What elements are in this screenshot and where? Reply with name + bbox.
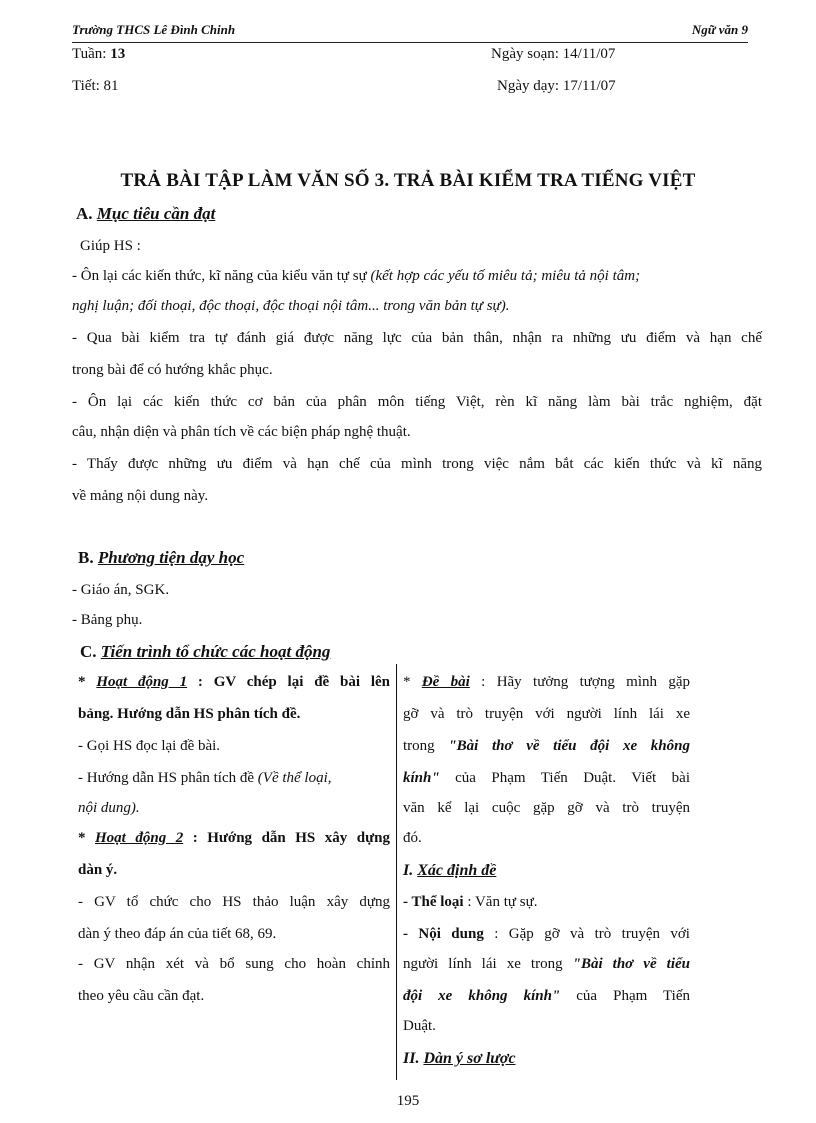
objective-4-line-1: - Thấy được những ưu điểm và hạn chế của mình trong việc nắm bắt các kiến thức và kĩ năng bbox=[72, 456, 762, 472]
period-info bbox=[72, 78, 119, 95]
activity-1-rest: : GV chép lại đề bài lên bbox=[187, 674, 390, 690]
prep-date-info bbox=[491, 46, 615, 63]
subject-name: Ngữ văn 9 bbox=[691, 22, 748, 37]
activity-1-line-1 bbox=[78, 674, 390, 691]
section-b-prefix: B. bbox=[78, 548, 98, 567]
activity-2-item-2-line-1: - GV nhận xét và bổ sung cho hoàn chỉnh bbox=[78, 956, 390, 972]
subsection-1-heading bbox=[403, 862, 496, 880]
objective-1-normal: - Ôn lại các kiến thức, kĩ năng của kiểu văn tự sự bbox=[72, 268, 371, 284]
prompt-line-3 bbox=[403, 738, 690, 755]
genre-line bbox=[403, 894, 537, 911]
content-line-3-rest: của Phạm Tiến bbox=[560, 988, 690, 1004]
poem-title-part-2: kính" bbox=[403, 770, 440, 786]
prompt-line-5: văn kể lại cuộc gặp gỡ và trò truyện bbox=[403, 800, 690, 816]
genre-value: : Văn tự sự. bbox=[463, 894, 538, 910]
activity-2-rest: : Hướng dẫn HS xây dựng bbox=[183, 830, 390, 846]
prep-value: 14/11/07 bbox=[562, 46, 616, 62]
page-title: TRẢ BÀI TẬP LÀM VĂN SỐ 3. TRẢ BÀI KIỂM TRA TIẾNG VIỆT bbox=[120, 170, 696, 191]
content-label: - Nội dung bbox=[403, 926, 484, 942]
teach-label: Ngày dạy: bbox=[497, 78, 563, 94]
section-a-title: Mục tiêu cần đạt bbox=[96, 204, 216, 223]
page-number: 195 bbox=[396, 1093, 420, 1109]
activity-2-name: Hoạt động 2 bbox=[95, 830, 184, 846]
resource-item: - Bảng phụ. bbox=[72, 612, 143, 628]
content-value: : Gặp gỡ và trò truyện với bbox=[483, 926, 690, 942]
activity-2-item-2-line-2: theo yêu cầu cần đạt. bbox=[78, 988, 205, 1004]
section-c-heading bbox=[80, 642, 330, 662]
activity-1-item-2 bbox=[78, 770, 332, 787]
activity-1-item-2-line-2: nội dung). bbox=[78, 800, 140, 816]
section-a-prefix: A. bbox=[76, 204, 97, 223]
teach-date-info bbox=[497, 78, 616, 95]
activity-2-line-1 bbox=[78, 830, 390, 847]
prompt-rest: : Hãy tưởng tượng mình gặp bbox=[469, 674, 690, 690]
objective-3-line-2: câu, nhận diện và phân tích về các biện pháp nghệ thuật. bbox=[72, 424, 411, 440]
activity-1-star: * bbox=[78, 674, 97, 690]
activity-1-item-1: - Gọi HS đọc lại đề bài. bbox=[78, 738, 221, 754]
week-value: 13 bbox=[110, 46, 126, 62]
resource-item: - Giáo án, SGK. bbox=[72, 582, 170, 598]
objective-3-line-1: - Ôn lại các kiến thức cơ bản của phân môn tiếng Việt, rèn kĩ năng làm bài trắc nghiệm, đặt bbox=[72, 394, 762, 410]
prompt-line-2: gỡ và trò truyện với người lính lái xe bbox=[403, 706, 690, 722]
prompt-line-4 bbox=[403, 770, 690, 787]
prompt-line-1 bbox=[403, 674, 690, 691]
week-info bbox=[72, 46, 125, 63]
activity-1-name: Hoạt động 1 bbox=[96, 674, 188, 690]
content-poem-title-part-2: đội xe không kính" bbox=[403, 988, 561, 1004]
objective-4-line-2: về mảng nội dung này. bbox=[72, 488, 209, 504]
objective-2-line-1: - Qua bài kiểm tra tự đánh giá được năng lực của bản thân, nhận ra những ưu điểm và hạn chế bbox=[72, 330, 762, 346]
prompt-line-4-rest: của Phạm Tiến Duật. Viết bài bbox=[439, 770, 690, 786]
content-line-4: Duật. bbox=[403, 1018, 436, 1034]
genre-label: - Thể loại bbox=[403, 894, 464, 910]
subsection-1-prefix: I. bbox=[403, 862, 418, 879]
prompt-line-3-normal: trong bbox=[403, 738, 449, 754]
activity-2-star: * bbox=[78, 830, 96, 846]
content-line-2 bbox=[403, 956, 690, 973]
activity-1-item-2-normal: - Hướng dẫn HS phân tích đề bbox=[78, 770, 258, 786]
content-line-1 bbox=[403, 926, 690, 943]
page-header bbox=[72, 20, 748, 43]
section-a-intro: Giúp HS : bbox=[80, 238, 141, 254]
content-poem-title-part-1: "Bài thơ về tiểu bbox=[572, 956, 690, 972]
content-line-2-normal: người lính lái xe trong bbox=[403, 956, 573, 972]
section-c-title: Tiến trình tổ chức các hoạt động bbox=[100, 642, 331, 661]
objective-1-line-2: nghị luận; đối thoại, độc thoại, độc thoại nội tâm... trong văn bản tự sự). bbox=[72, 298, 510, 314]
objective-1-line-1 bbox=[72, 268, 640, 285]
activity-1-item-2-italic: (Về thể loại, bbox=[257, 770, 332, 786]
column-divider bbox=[396, 664, 397, 1080]
activity-1-line-2: bảng. Hướng dẫn HS phân tích đề. bbox=[78, 706, 301, 722]
section-b-heading bbox=[78, 548, 244, 568]
week-label: Tuần: bbox=[72, 46, 111, 62]
school-name: Trường THCS Lê Đình Chinh bbox=[72, 22, 236, 37]
objective-1-italic: (kết hợp các yếu tố miêu tả; miêu tả nội tâm; bbox=[370, 268, 641, 284]
subsection-2-title: Dàn ý sơ lược bbox=[423, 1050, 516, 1067]
activity-2-item-1-line-2: dàn ý theo đáp án của tiết 68, 69. bbox=[78, 926, 277, 942]
prompt-line-6: đó. bbox=[403, 830, 422, 846]
section-b-title: Phương tiện dạy học bbox=[97, 548, 245, 567]
prep-label: Ngày soạn: bbox=[491, 46, 563, 62]
subsection-1-title: Xác định đề bbox=[417, 862, 497, 879]
section-a-heading bbox=[76, 204, 215, 224]
objective-2-line-2: trong bài để có hướng khắc phục. bbox=[72, 362, 273, 378]
subsection-2-prefix: II. bbox=[403, 1050, 424, 1067]
prompt-star: * bbox=[403, 674, 422, 690]
teach-value: 17/11/07 bbox=[562, 78, 616, 94]
prompt-label: Đề bài bbox=[421, 674, 470, 690]
subsection-2-heading bbox=[403, 1050, 516, 1068]
period-label: Tiết: bbox=[72, 78, 104, 94]
period-value: 81 bbox=[103, 78, 119, 94]
activity-2-line-2: dàn ý. bbox=[78, 862, 118, 878]
section-c-prefix: C. bbox=[80, 642, 101, 661]
content-line-3 bbox=[403, 988, 690, 1005]
poem-title-part-1: "Bài thơ về tiểu đội xe không bbox=[448, 738, 690, 754]
activity-2-item-1-line-1: - GV tổ chức cho HS thảo luận xây dựng bbox=[78, 894, 390, 910]
